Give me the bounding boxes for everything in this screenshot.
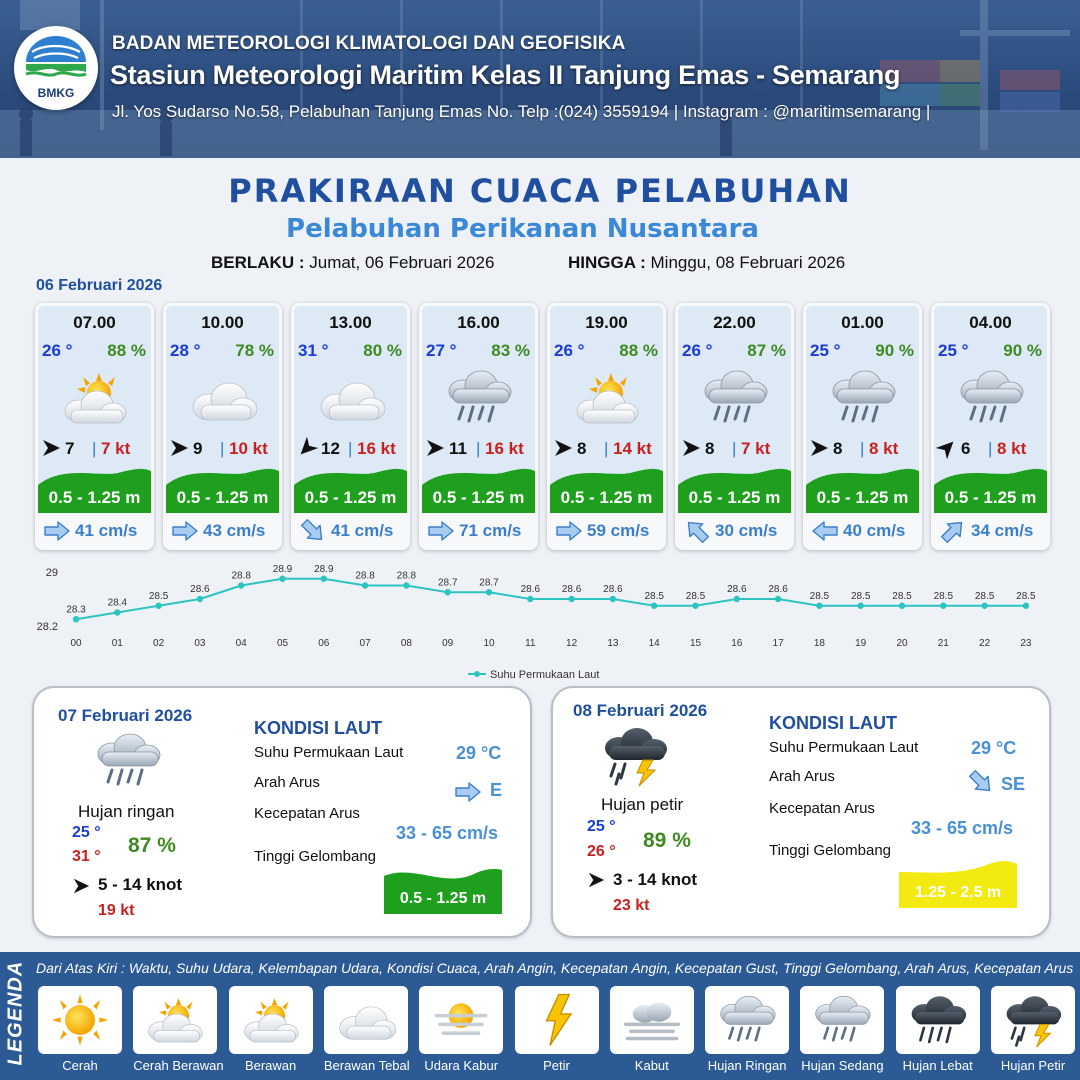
sst-data-point: [651, 603, 657, 609]
x-tick-label: 02: [153, 638, 165, 649]
card-wave-height: 0.5 - 1.25 m: [688, 488, 781, 507]
sst-data-label: 28.6: [603, 584, 623, 595]
sst-data-label: 28.8: [355, 570, 375, 582]
sunny-icon: [46, 991, 114, 1049]
current-arrow-icon: [427, 521, 455, 541]
chart-legend-label: Suhu Permukaan Laut: [490, 669, 600, 681]
current-arrow-icon: [936, 514, 970, 548]
sst-data-label: 28.6: [190, 584, 210, 595]
legend-icon-box: [705, 986, 789, 1054]
card-separator: |: [348, 439, 353, 458]
sst-chart: [0, 562, 1080, 687]
legend-title: LEGENDA: [4, 960, 27, 1066]
card-humidity: 83 %: [491, 341, 530, 360]
sst-data-point: [734, 596, 740, 602]
day2-condition: Hujan ringan: [78, 802, 175, 821]
legend-item: [324, 986, 408, 1073]
bmkg-emblem-icon: [14, 28, 98, 88]
legend-icon-box: [896, 986, 980, 1054]
day3-temp-min: 25 °: [587, 818, 616, 835]
sst-data-point: [197, 596, 203, 602]
sst-data-point: [899, 603, 905, 609]
day3-current-speed-label: Kecepatan Arus: [769, 800, 875, 817]
sst-data-point: [238, 582, 244, 588]
day2-humidity: 87 %: [128, 834, 176, 857]
x-tick-label: 04: [235, 638, 247, 649]
legend-label: Hujan Sedang: [801, 1058, 884, 1073]
card-gust: 7 kt: [101, 439, 131, 458]
card-gust: 8 kt: [997, 439, 1027, 458]
day3-current-direction: SE: [1001, 774, 1026, 794]
day3-wind-direction-icon: [587, 871, 605, 889]
x-tick-label: 03: [194, 638, 206, 649]
day1-date: 06 Februari 2026: [36, 277, 163, 294]
page-title: PRAKIRAAN CUACA PELABUHAN: [228, 172, 852, 210]
forecast-card: [547, 303, 666, 550]
card-separator: |: [988, 439, 993, 458]
card-current-speed: 59 cm/s: [587, 521, 650, 540]
card-wave-height: 0.5 - 1.25 m: [432, 488, 525, 507]
day3-sea-condition-title: KONDISI LAUT: [769, 713, 897, 733]
legend-label: Berawan: [244, 1058, 297, 1073]
x-tick-label: 23: [1020, 638, 1032, 649]
day3-gust: 23 kt: [613, 897, 650, 914]
day2-temp-min: 25 °: [72, 824, 101, 841]
card-gust: 10 kt: [229, 439, 268, 458]
card-wind-speed: 8: [577, 439, 587, 458]
legend-label: Berawan Tebal: [323, 1058, 410, 1073]
y-tick-label: 29: [45, 567, 58, 579]
x-tick-label: 07: [359, 638, 371, 649]
card-time: 16.00: [457, 313, 500, 332]
card-separator: |: [860, 439, 865, 458]
legend-label: Cerah: [62, 1058, 98, 1073]
x-tick-label: 05: [276, 638, 289, 649]
sst-data-point: [858, 603, 864, 609]
sst-series-line: [76, 579, 1026, 620]
card-separator: |: [92, 439, 97, 458]
sst-data-label: 28.3: [66, 604, 86, 616]
day2-current-arrow-icon: [454, 782, 482, 802]
validity-from-label: BERLAKU :: [211, 253, 305, 272]
sst-data-label: 28.5: [974, 590, 995, 602]
sst-data-point: [1023, 603, 1029, 609]
legend-item: [515, 986, 599, 1073]
legend-description: Dari Atas Kiri : Waktu, Suhu Udara, Kelembapan Udara, Kondisi Cuaca, Arah Angin, Kecepatan Angin, Kecepatan Gust, Tinggi Gelombang, Arah Arus, Kecepatan Arus: [36, 960, 1074, 976]
legend-label: Petir: [543, 1058, 570, 1073]
heavy-rain-icon: [904, 991, 972, 1049]
sst-data-label: 28.9: [272, 563, 293, 575]
card-wave-height: 0.5 - 1.25 m: [48, 488, 141, 507]
card-gust: 14 kt: [613, 439, 652, 458]
sst-data-point: [73, 616, 79, 622]
sst-data-point: [155, 603, 161, 609]
sst-data-label: 28.5: [1016, 590, 1036, 602]
light-rain-icon: [713, 991, 781, 1049]
validity-to-label: HINGGA :: [568, 253, 646, 272]
sst-data-label: 28.5: [685, 590, 706, 602]
card-wave-height: 0.5 - 1.25 m: [560, 488, 653, 507]
agency-name: BADAN METEOROLOGI KLIMATOLOGI DAN GEOFISIKA: [112, 33, 626, 54]
fog-icon: [618, 991, 686, 1049]
cloudy-icon: [185, 365, 261, 431]
legend-item: [800, 986, 884, 1073]
forecast-card: [931, 303, 1050, 550]
sst-data-label: 28.5: [809, 590, 830, 602]
legend-label: Hujan Lebat: [902, 1058, 973, 1073]
sst-data-point: [527, 596, 533, 602]
partly-cloudy-icon: [237, 991, 305, 1049]
wind-direction-arrow-icon: [553, 438, 573, 458]
day3-condition: Hujan petir: [601, 795, 684, 814]
day2-wave-value: 0.5 - 1.25 m: [399, 890, 487, 907]
forecast-card: [419, 303, 538, 550]
sst-data-label: 28.9: [314, 563, 334, 575]
day3-thunderstorm-icon: [597, 722, 673, 788]
sst-data-label: 28.5: [148, 590, 169, 602]
day2-gust: 19 kt: [98, 902, 135, 919]
thunderstorm-icon: [999, 991, 1067, 1049]
cloudy-icon: [313, 365, 389, 431]
day3-current-speed: 33 - 65 cm/s: [911, 818, 1014, 838]
legend-icon-box: [324, 986, 408, 1054]
legend-icon-box: [515, 986, 599, 1054]
sst-data-point: [981, 603, 987, 609]
x-tick-label: 13: [607, 638, 619, 649]
legend-label: Hujan Petir: [1000, 1058, 1066, 1073]
day3-temp-max: 26 °: [587, 843, 616, 860]
sst-data-label: 28.7: [479, 577, 499, 589]
card-temperature: 27 °: [426, 341, 457, 360]
card-time: 22.00: [713, 313, 756, 332]
card-separator: |: [220, 439, 225, 458]
validity-to: [568, 253, 845, 273]
y-tick-label: 28.2: [36, 621, 58, 633]
sst-data-point: [114, 609, 120, 615]
moderate-rain-icon: [808, 991, 876, 1049]
card-time: 04.00: [969, 313, 1012, 332]
forecast-card: [163, 303, 282, 550]
validity-from: [211, 253, 494, 273]
lightning-icon: [523, 991, 591, 1049]
day2-wind-direction-icon: [72, 877, 90, 895]
x-tick-label: 21: [937, 638, 949, 649]
day2-current-direction: E: [490, 780, 503, 800]
wind-direction-arrow-icon: [681, 438, 701, 458]
x-tick-label: 01: [111, 638, 123, 649]
sst-data-point: [445, 589, 451, 595]
sst-data-point: [486, 589, 492, 595]
card-humidity: 78 %: [235, 341, 274, 360]
x-tick-label: 20: [896, 638, 908, 649]
card-separator: |: [476, 439, 481, 458]
mostly-sunny-icon: [141, 991, 209, 1049]
card-separator: |: [604, 439, 609, 458]
header-banner: [0, 0, 1080, 158]
card-humidity: 90 %: [875, 341, 914, 360]
card-wind-speed: 8: [833, 439, 843, 458]
card-wave-height: 0.5 - 1.25 m: [944, 488, 1037, 507]
legend-item: [991, 986, 1075, 1073]
light-rain-icon: [441, 365, 517, 431]
sst-data-point: [692, 603, 698, 609]
sst-data-point: [775, 596, 781, 602]
day2-wave-label: Tinggi Gelombang: [254, 848, 377, 865]
x-tick-label: 00: [70, 638, 82, 649]
sst-data-label: 28.6: [561, 584, 582, 595]
current-arrow-icon: [811, 521, 839, 541]
card-current-speed: 71 cm/s: [459, 521, 522, 540]
card-gust: 16 kt: [357, 439, 396, 458]
day3-sst-label: Suhu Permukaan Laut: [769, 739, 919, 756]
forecast-card: [803, 303, 922, 550]
sst-data-point: [403, 582, 409, 588]
card-wave-height: 0.5 - 1.25 m: [304, 488, 397, 507]
chart-legend-marker: [474, 671, 480, 677]
card-current-speed: 30 cm/s: [715, 521, 778, 540]
sst-data-point: [321, 576, 327, 582]
legend-icon-box: [800, 986, 884, 1054]
card-humidity: 88 %: [107, 341, 146, 360]
legend-label: Hujan Ringan: [707, 1058, 787, 1073]
station-address: Jl. Yos Sudarso No.58, Pelabuhan Tanjung Emas No. Telp :(024) 3559194 | Instagram : @maritimsemarang |: [112, 102, 931, 121]
legend-label: Udara Kabur: [424, 1058, 499, 1073]
sst-data-point: [568, 596, 574, 602]
partly-cloudy-icon: [569, 365, 645, 431]
sst-data-label: 28.5: [892, 590, 912, 602]
haze-icon: [427, 991, 495, 1049]
sst-data-label: 28.6: [768, 584, 788, 595]
card-gust: 16 kt: [485, 439, 524, 458]
sst-data-label: 28.5: [644, 590, 664, 602]
legend-item: [229, 986, 313, 1073]
day2-temp-max: 31 °: [72, 848, 101, 865]
card-wind-speed: 8: [705, 439, 715, 458]
light-rain-icon: [953, 365, 1029, 431]
card-current-speed: 34 cm/s: [971, 521, 1034, 540]
light-rain-icon: [697, 365, 773, 431]
sst-data-point: [940, 603, 946, 609]
card-wind-speed: 12: [321, 439, 340, 458]
x-tick-label: 22: [979, 638, 991, 649]
day3-wind-speed: 3 - 14 knot: [613, 870, 698, 889]
card-current-speed: 41 cm/s: [75, 521, 138, 540]
wind-direction-arrow-icon: [41, 438, 61, 458]
card-current-speed: 40 cm/s: [843, 521, 906, 540]
legend-bar: [0, 952, 1080, 1080]
legend-icon-box: [133, 986, 217, 1054]
x-tick-label: 17: [772, 638, 784, 649]
day2-current-speed: 33 - 65 cm/s: [396, 823, 499, 843]
card-temperature: 26 °: [554, 341, 585, 360]
x-tick-label: 15: [689, 638, 702, 649]
forecast-card: [35, 303, 154, 550]
bmkg-logo: [14, 26, 98, 110]
card-time: 10.00: [201, 313, 244, 332]
page-subtitle: Pelabuhan Perikanan Nusantara: [286, 214, 759, 244]
day3-current-arrow-icon: [964, 765, 998, 799]
legend-item: [705, 986, 789, 1073]
day2-box: [32, 686, 532, 938]
x-tick-label: 14: [648, 638, 660, 649]
sst-data-label: 28.8: [396, 570, 417, 582]
card-wind-speed: 7: [65, 439, 75, 458]
card-current-speed: 41 cm/s: [331, 521, 394, 540]
card-time: 07.00: [73, 313, 116, 332]
sst-data-point: [816, 603, 822, 609]
card-time: 13.00: [329, 313, 372, 332]
day2-date: 07 Februari 2026: [58, 706, 193, 725]
card-humidity: 87 %: [747, 341, 786, 360]
day2-sea-condition-title: KONDISI LAUT: [254, 718, 382, 738]
card-humidity: 90 %: [1003, 341, 1042, 360]
card-temperature: 26 °: [682, 341, 713, 360]
sst-data-label: 28.5: [933, 590, 954, 602]
legend-item: [38, 986, 122, 1073]
legend-item: [419, 986, 503, 1073]
validity-from-value: Jumat, 06 Februari 2026: [309, 253, 495, 272]
legend-item: [896, 986, 980, 1073]
day2-current-direction-label: Arah Arus: [254, 774, 320, 791]
logo-text: BMKG: [37, 86, 75, 100]
card-separator: |: [732, 439, 737, 458]
x-tick-label: 09: [442, 638, 454, 649]
legend-icon-box: [610, 986, 694, 1054]
card-temperature: 28 °: [170, 341, 201, 360]
card-humidity: 88 %: [619, 341, 658, 360]
card-temperature: 31 °: [298, 341, 329, 360]
sst-data-label: 28.8: [231, 570, 251, 582]
day2-current-speed-label: Kecepatan Arus: [254, 805, 360, 822]
sst-data-label: 28.4: [107, 597, 128, 609]
overcast-icon: [332, 991, 400, 1049]
day3-current-direction-label: Arah Arus: [769, 768, 835, 785]
x-tick-label: 12: [566, 638, 578, 649]
sst-data-point: [610, 596, 616, 602]
x-tick-label: 16: [731, 638, 743, 649]
x-tick-label: 19: [855, 638, 867, 649]
day3-date: 08 Februari 2026: [573, 701, 708, 720]
card-wave-height: 0.5 - 1.25 m: [176, 488, 269, 507]
sst-data-label: 28.7: [437, 577, 458, 589]
x-tick-label: 06: [318, 638, 330, 649]
current-arrow-icon: [171, 521, 199, 541]
wind-direction-arrow-icon: [425, 438, 445, 458]
card-temperature: 25 °: [938, 341, 969, 360]
current-arrow-icon: [555, 521, 583, 541]
legend-label: Cerah Berawan: [133, 1058, 224, 1073]
day2-wind-speed: 5 - 14 knot: [98, 875, 183, 894]
legend-item: [133, 986, 224, 1073]
current-arrow-icon: [680, 514, 714, 548]
validity-to-value: Minggu, 08 Februari 2026: [650, 253, 846, 272]
sst-data-point: [279, 576, 285, 582]
current-arrow-icon: [296, 514, 330, 548]
card-wave-height: 0.5 - 1.25 m: [816, 488, 909, 507]
legend-label: Kabut: [634, 1058, 669, 1073]
card-humidity: 80 %: [363, 341, 402, 360]
legend-icon-box: [229, 986, 313, 1054]
legend-item: [610, 986, 694, 1073]
day2-sst-value: 29 °C: [456, 743, 502, 763]
card-gust: 7 kt: [741, 439, 771, 458]
day3-box: [551, 686, 1051, 938]
card-current-speed: 43 cm/s: [203, 521, 266, 540]
card-temperature: 25 °: [810, 341, 841, 360]
legend-icon-box: [991, 986, 1075, 1054]
wind-direction-arrow-icon: [169, 438, 189, 458]
day3-wave-value: 1.25 - 2.5 m: [914, 884, 1002, 901]
sst-data-label: 28.5: [850, 590, 871, 602]
legend-icon-box: [419, 986, 503, 1054]
wind-direction-arrow-icon: [809, 438, 829, 458]
x-tick-label: 18: [813, 638, 825, 649]
light-rain-icon: [825, 365, 901, 431]
day2-light-rain-icon: [90, 728, 166, 794]
station-name: Stasiun Meteorologi Maritim Kelas II Tanjung Emas - Semarang: [110, 60, 901, 90]
day3-humidity: 89 %: [643, 829, 691, 852]
partly-cloudy-icon: [57, 365, 133, 431]
card-wind-speed: 11: [449, 439, 467, 458]
day3-sst-value: 29 °C: [971, 738, 1017, 758]
day3-wave-label: Tinggi Gelombang: [769, 842, 892, 859]
card-time: 19.00: [585, 313, 628, 332]
card-wind-speed: 6: [961, 439, 971, 458]
x-tick-label: 11: [525, 638, 536, 649]
x-tick-label: 10: [483, 638, 495, 649]
day2-sst-label: Suhu Permukaan Laut: [254, 744, 404, 761]
current-arrow-icon: [43, 521, 71, 541]
card-gust: 8 kt: [869, 439, 899, 458]
sst-data-point: [362, 582, 368, 588]
legend-icon-box: [38, 986, 122, 1054]
card-time: 01.00: [841, 313, 884, 332]
card-temperature: 26 °: [42, 341, 73, 360]
x-tick-label: 08: [400, 638, 412, 649]
card-wind-speed: 9: [193, 439, 203, 458]
forecast-card: [291, 303, 410, 550]
forecast-card: [675, 303, 794, 550]
sst-data-label: 28.6: [727, 584, 747, 595]
sst-data-label: 28.6: [520, 584, 541, 595]
